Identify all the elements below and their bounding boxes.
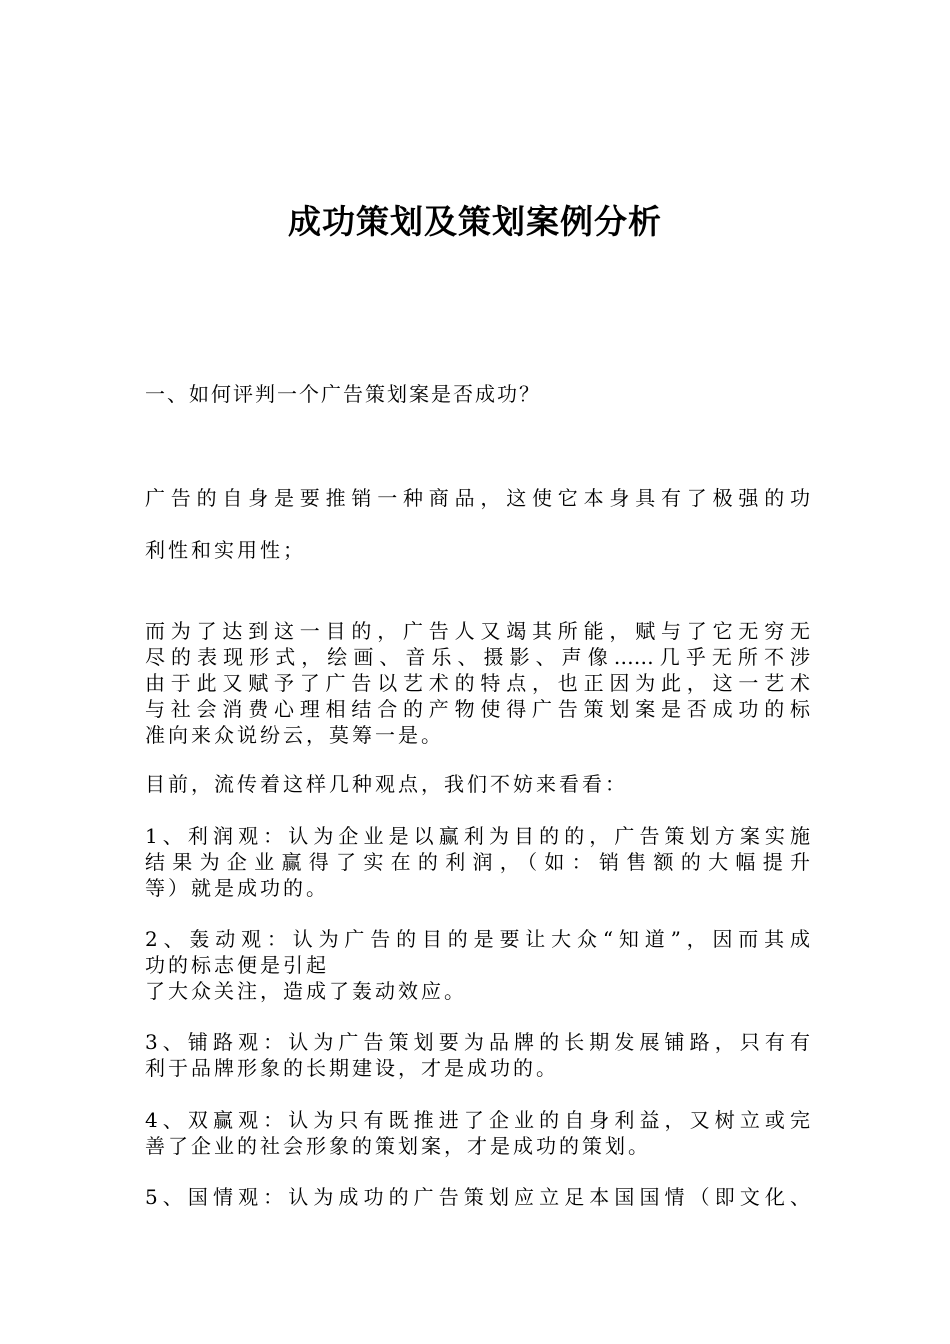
item3-line-1: 3、铺路观：认为广告策划要为品牌的长期发展铺路，只有有 (145, 1030, 810, 1054)
item2-line-3: 了大众关注，造成了轰动效应。 (145, 979, 467, 1003)
item1-line-3: 等）就是成功的。 (145, 876, 329, 900)
section-heading: 一、如何评判一个广告策划案是否成功？ (145, 382, 541, 406)
para1-line-1: 而为了达到这一目的，广告人又竭其所能，赋与了它无穷无 (145, 619, 810, 643)
item5-line-1: 5、国情观：认为成功的广告策划应立足本国国情（即文化、 (145, 1185, 810, 1209)
intro-line-2: 利性和实用性； (145, 538, 306, 562)
para1-line-4: 与社会消费心理相结合的产物使得广告策划案是否成功的标 (145, 697, 810, 721)
intro-line-1: 广告的自身是要推销一种商品，这使它本身具有了极强的功 (145, 486, 810, 510)
document-title: 成功策划及策划案例分析 (288, 202, 662, 241)
item2-line-2: 功的标志便是引起 (145, 953, 329, 977)
item2-line-1: 2、轰动观：认为广告的目的是要让大众“知道”，因而其成 (145, 927, 810, 951)
para1-line-2: 尽的表现形式，绘画、音乐、摄影、声像……几乎无所不涉 (145, 645, 810, 669)
item1-line-2: 结果为企业赢得了实在的利润，（如：销售额的大幅提升 (145, 850, 810, 874)
para1-line-3: 由于此又赋予了广告以艺术的特点，也正因为此，这一艺术 (145, 671, 810, 695)
para2-line-1: 目前，流传着这样几种观点，我们不妨来看看： (145, 772, 628, 796)
item4-line-1: 4、双赢观：认为只有既推进了企业的自身利益，又树立或完 (145, 1108, 810, 1132)
item1-line-1: 1、利润观：认为企业是以赢利为目的的，广告策划方案实施 (145, 824, 810, 848)
item4-line-2: 善了企业的社会形象的策划案，才是成功的策划。 (145, 1134, 651, 1158)
para1-line-5: 准向来众说纷云，莫筹一是。 (145, 723, 444, 747)
item3-line-2: 利于品牌形象的长期建设，才是成功的。 (145, 1056, 559, 1080)
